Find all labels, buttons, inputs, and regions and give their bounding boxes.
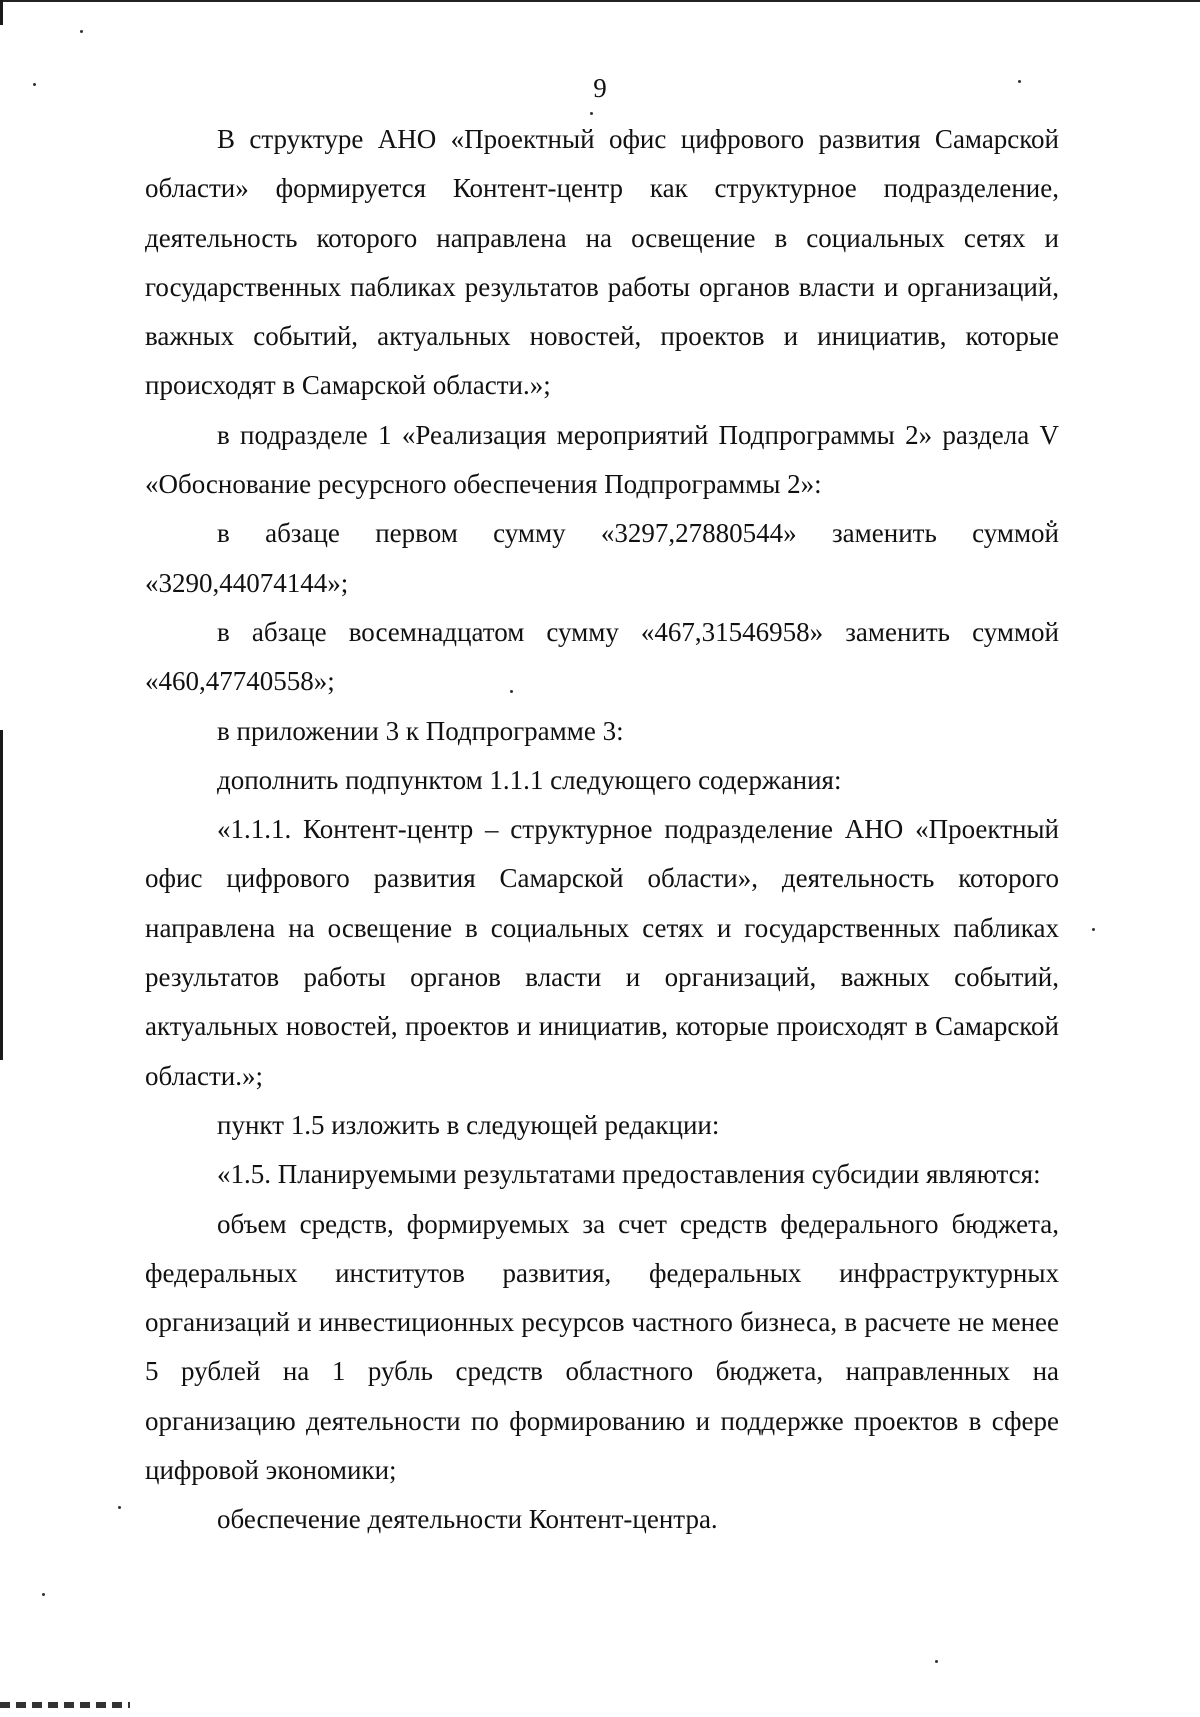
paragraph-eighteenth-abzac-amount: в абзаце восемнадцатом сумму «467,31546958» заменить суммой «460,47740558»; xyxy=(145,616,1059,697)
scan-left-edge-mark xyxy=(0,0,3,25)
paragraph-appendix-3: в приложении 3 к Подпрограмме 3: xyxy=(217,715,624,746)
paragraph-content-center-support: обеспечение деятельности Контент-центра. xyxy=(217,1504,718,1535)
paragraph-subsection-1: в подразделе 1 «Реализация мероприятий Подпрограммы 2» раздела V «Обоснование ресурсного обеспечения Подпрограммы 2»: xyxy=(145,419,1059,500)
scan-speck xyxy=(1092,928,1095,931)
page-number: 9 xyxy=(593,73,607,103)
scan-speck xyxy=(42,1593,45,1596)
document-body xyxy=(145,115,1059,1545)
paragraph-clause-1-1-1: «1.1.1. Контент-центр – структурное подразделение АНО «Проектный офис цифрового развития Самарской области», деятельность которого направлена на освещение в социальных сетях и государственных пабликах результатов работы органов власти и организаций, важных событий, актуальных новостей, проектов и инициатив, которые происходят в Самарской области.»; xyxy=(145,814,1059,1091)
scan-speck xyxy=(935,1660,938,1663)
scan-speck xyxy=(118,1506,121,1509)
paragraph-funding-volume: объем средств, формируемых за счет средств федерального бюджета, федеральных институтов развития, федеральных инфраструктурных организаций и инвестиционных ресурсов частного бизнеса, в расчете не менее 5 рублей на 1 рубль средств областного бюджета, направленных на организацию деятельности по формированию и поддержке проектов в сфере цифровой экономики; xyxy=(145,1208,1059,1486)
paragraph-clause-1-5-intro: пункт 1.5 изложить в следующей редакции: xyxy=(217,1109,720,1140)
scan-left-edge-mark xyxy=(0,730,3,1060)
scan-speck xyxy=(80,30,83,33)
scan-bottom-edge-mark xyxy=(0,1702,130,1708)
paragraph-content-center-structure: В структуре АНО «Проектный офис цифрового развития Самарской области» формируется Контент-центр как структурное подразделение, деятельность которого направлена на освещение в социальных сетях и государственных пабликах результатов работы органов власти и организаций, важных событий, актуальных новостей, проектов и инициатив, которые происходят в Самарской области.»; xyxy=(145,124,1059,401)
paragraph-add-subclause: дополнить подпунктом 1.1.1 следующего содержания: xyxy=(217,764,842,795)
scan-top-edge xyxy=(0,0,1200,2)
paragraph-first-abzac-amount: в абзаце первом сумму «3297,27880544» заменить суммой «3290,44074144»; xyxy=(145,518,1059,598)
paragraph-clause-1-5: «1.5. Планируемыми результатами предоставления субсидии являются: xyxy=(217,1159,1041,1190)
